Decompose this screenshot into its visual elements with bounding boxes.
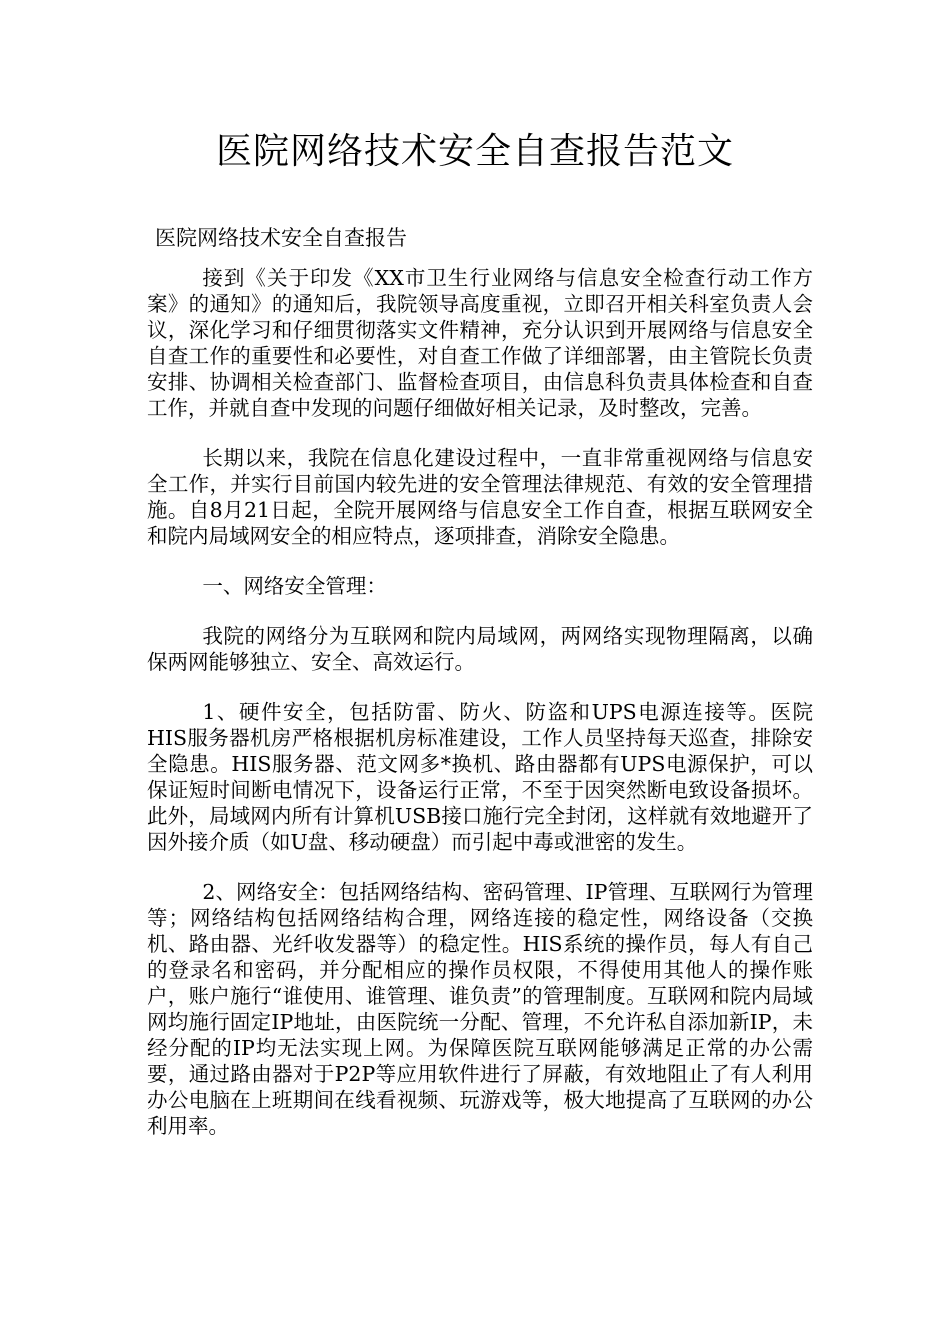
- paragraph-network-overview: 我院的网络分为互联网和院内局域网，两网络实现物理隔离，以确保两网能够独立、安全、高效运行。: [147, 624, 813, 674]
- document-title: 医院网络技术安全自查报告范文: [215, 131, 734, 172]
- paragraph-hardware-security: 1、硬件安全，包括防雷、防火、防盗和UPS电源连接等。医院HIS服务器机房严格根据机房标准建设，工作人员坚持每天巡查，排除安全隐患。HIS服务器、范文网多*换机、路由器都有UPS电源保护，可以保证短时间断电情况下，设备运行正常，不至于因突然断电致设备损坏。此外，局域网内所有计算机USB接口施行完全封闭，这样就有效地避开了因外接介质（如U盘、移动硬盘）而引起中毒或泄密的发生。: [147, 700, 813, 854]
- section-heading-network-security: 一、网络安全管理：: [202, 574, 387, 598]
- paragraph-intro: 接到《关于印发《XX市卫生行业网络与信息安全检查行动工作方案》的通知》的通知后，我院领导高度重视，立即召开相关科室负责人会议，深化学习和仔细贯彻落实文件精神，充分认识到开展网络与信息安全自查工作的重要性和必要性，对自查工作做了详细部署，由主管院长负责安排、协调相关检查部门、监督检查项目，由信息科负责具体检查和自查工作，并就自查中发现的问题仔细做好相关记录，及时整改，完善。: [147, 266, 813, 420]
- paragraph-background: 长期以来，我院在信息化建设过程中，一直非常重视网络与信息安全工作，并实行目前国内较先进的安全管理法律规范、有效的安全管理措施。自8月21日起，全院开展网络与信息安全工作自查，根据互联网安全和院内局域网安全的相应特点，逐项排查，消除安全隐患。: [147, 446, 813, 548]
- paragraph-network-safety: 2、网络安全：包括网络结构、密码管理、IP管理、互联网行为管理等；网络结构包括网络结构合理，网络连接的稳定性，网络设备（交换机、路由器、光纤收发器等）的稳定性。HIS系统的操作员，每人有自己的登录名和密码，并分配相应的操作员权限，不得使用其他人的操作账户，账户施行“谁使用、谁管理、谁负责”的管理制度。互联网和院内局域网均施行固定IP地址，由医院统一分配、管理，不允许私自添加新IP，未经分配的IP均无法实现上网。为保障医院互联网能够满足正常的办公需要，通过路由器对于P2P等应用软件进行了屏蔽，有效地阻止了有人利用办公电脑在上班期间在线看视频、玩游戏等，极大地提高了互联网的办公利用率。: [147, 880, 813, 1138]
- document-subtitle: 医院网络技术安全自查报告: [155, 226, 407, 250]
- document-body: [147, 265, 813, 1163]
